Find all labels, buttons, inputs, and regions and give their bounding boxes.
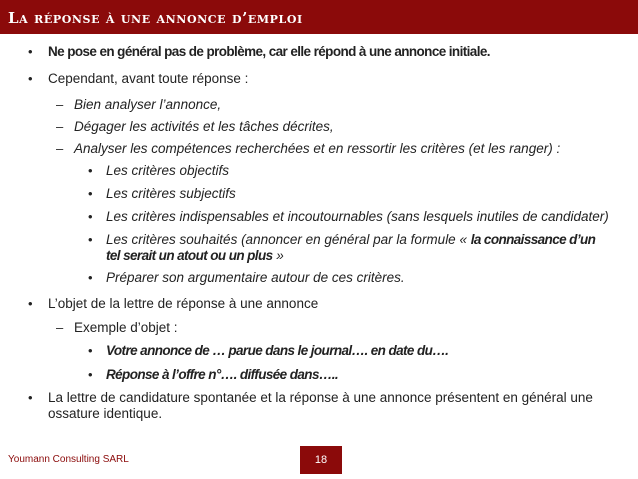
dash-marker: – bbox=[56, 141, 64, 156]
bullet-text: Cependant, avant toute réponse : bbox=[48, 71, 249, 86]
bullet-marker: • bbox=[28, 390, 33, 405]
criteria-text: Les critères souhaités (annoncer en général par la formule « bbox=[106, 232, 471, 247]
page-number-text: 18 bbox=[314, 454, 328, 466]
slide-title: La réponse à une annonce d’emploi bbox=[8, 9, 303, 27]
criteria-emphasis: la connaissance d’un bbox=[470, 232, 596, 247]
bullet-marker: • bbox=[88, 186, 93, 201]
bullet-marker: • bbox=[88, 367, 93, 382]
bullet-marker: • bbox=[88, 163, 93, 178]
criteria-item: Les critères objectifs bbox=[106, 163, 230, 178]
bullet-marker: • bbox=[88, 270, 93, 285]
criteria-emphasis: tel serait un atout ou un plus bbox=[106, 248, 273, 263]
bullet-marker: • bbox=[28, 296, 33, 311]
criteria-item: Préparer son argumentaire autour de ces critères. bbox=[106, 270, 405, 285]
sub-item-text: Dégager les activités et les tâches décrites, bbox=[74, 119, 334, 134]
bullet-marker: • bbox=[88, 209, 93, 224]
sub-item-text: Analyser les compétences recherchées et en ressortir les critères (et les ranger) : bbox=[74, 141, 561, 156]
sub-item-text: Exemple d’objet : bbox=[74, 320, 178, 335]
bullet-marker: • bbox=[88, 343, 93, 358]
example-item: Votre annonce de … parue dans le journal…. en date du…. bbox=[106, 343, 449, 358]
criteria-item bbox=[106, 232, 595, 248]
bullet-text: Ne pose en général pas de problème, car elle répond à une annonce initiale. bbox=[48, 44, 490, 59]
dash-marker: – bbox=[56, 320, 64, 335]
criteria-item: Les critères indispensables et incoutournables (sans lesquels inutiles de candidater) bbox=[106, 209, 609, 224]
bullet-text-continued: ossature identique. bbox=[48, 406, 163, 421]
dash-marker: – bbox=[56, 97, 64, 112]
example-item: Réponse à l’offre n°…. diffusée dans….. bbox=[106, 367, 339, 382]
bullet-text: L’objet de la lettre de réponse à une annonce bbox=[48, 296, 319, 311]
page-number bbox=[300, 446, 342, 474]
bullet-text: La lettre de candidature spontanée et la réponse à une annonce présentent en général une bbox=[48, 390, 593, 405]
bullet-marker: • bbox=[88, 232, 93, 247]
criteria-item: Les critères subjectifs bbox=[106, 186, 236, 201]
bullet-marker: • bbox=[28, 44, 33, 59]
bullet-marker: • bbox=[28, 71, 33, 86]
criteria-text: » bbox=[272, 248, 284, 263]
footer-company: Youmann Consulting SARL bbox=[8, 454, 129, 465]
criteria-item-continued bbox=[106, 248, 284, 264]
dash-marker: – bbox=[56, 119, 64, 134]
sub-item-text: Bien analyser l’annonce, bbox=[74, 97, 222, 112]
